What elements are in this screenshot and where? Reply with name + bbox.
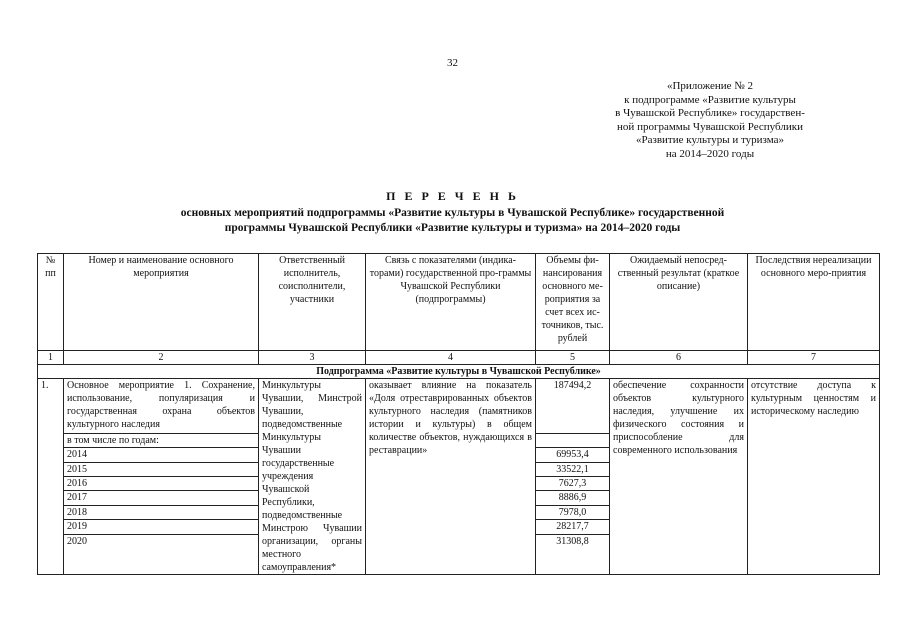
empty-cell bbox=[536, 433, 610, 447]
year-value: 33522,1 bbox=[536, 462, 610, 476]
column-number: 4 bbox=[366, 351, 536, 365]
measure-indicator: оказывает влияние на показатель «Доля отреставрированных объектов культурного наследия (памятников истории и культуры) в общем количестве объектов, нуждающихся в реставрации» bbox=[366, 379, 536, 575]
header-name: Номер и наименование основного мероприятия bbox=[64, 254, 259, 351]
table-row bbox=[38, 379, 880, 434]
header-indicator: Связь с показателями (индика-торами) государственной про-граммы Чувашской Республики (подпрограммы) bbox=[366, 254, 536, 351]
column-number: 7 bbox=[748, 351, 880, 365]
appendix-line: «Развитие культуры и туризма» bbox=[636, 134, 784, 146]
header-result: Ожидаемый непосред-ственный результат (краткое описание) bbox=[610, 254, 748, 351]
column-number-row bbox=[38, 351, 880, 365]
page-number: 32 bbox=[447, 57, 458, 69]
measure-result: обеспечение сохранности объектов культурного наследия, улучшение их физического состояния и приспособление для современного использования bbox=[610, 379, 748, 575]
column-number: 5 bbox=[536, 351, 610, 365]
header-executor: Ответственный исполнитель, соисполнители, участники bbox=[259, 254, 366, 351]
year-value: 7627,3 bbox=[536, 476, 610, 490]
year-value: 31308,8 bbox=[536, 534, 610, 574]
year-label: 2018 bbox=[64, 505, 259, 519]
year-label: 2016 bbox=[64, 476, 259, 490]
appendix-line: «Приложение № 2 bbox=[666, 80, 754, 92]
measure-name: Основное мероприятие 1. Сохранение, использование, популяризация и государственная охрана объектов культурного наследия bbox=[64, 379, 259, 434]
subtitle-line: основных мероприятий подпрограммы «Развитие культуры в Чувашской Республике» государственной bbox=[180, 207, 725, 219]
year-label: 2019 bbox=[64, 520, 259, 534]
header-consequence: Последствия нереализации основного меро-приятия bbox=[748, 254, 880, 351]
header-number: № пп bbox=[38, 254, 64, 351]
subtitle-line: программы Чувашской Республики «Развитие культуры и туризма» на 2014–2020 годы bbox=[224, 222, 681, 234]
appendix-line: в Чувашской Республике» государствен- bbox=[615, 107, 805, 119]
measures-table bbox=[37, 253, 880, 575]
row-number: 1. bbox=[38, 379, 64, 575]
year-label: 2020 bbox=[64, 534, 259, 574]
header-funding: Объемы фи-нансирования основного ме-роприятия за счет всех ис-точников, тыс. рублей bbox=[536, 254, 610, 351]
appendix-line: на 2014–2020 годы bbox=[665, 147, 755, 160]
year-value: 28217,7 bbox=[536, 520, 610, 534]
column-number: 2 bbox=[64, 351, 259, 365]
years-caption: в том числе по годам: bbox=[64, 433, 259, 447]
year-value: 8886,9 bbox=[536, 491, 610, 505]
year-value: 69953,4 bbox=[536, 448, 610, 462]
year-label: 2014 bbox=[64, 448, 259, 462]
table-header-row bbox=[38, 254, 880, 351]
year-label: 2017 bbox=[64, 491, 259, 505]
subprogram-row bbox=[38, 365, 880, 379]
subprogram-title: Подпрограмма «Развитие культуры в Чувашской Республике» bbox=[38, 365, 880, 379]
measure-executor: Минкультуры Чувашии, Минстрой Чувашии, подведомственные Минкультуры Чувашии государственные учреждения Чувашской Республики, подведомственные Минстрою Чувашии организации, органы местного самоуправления* bbox=[259, 379, 366, 575]
document-title: П Е Р Е Ч Е Н Ь bbox=[386, 189, 519, 203]
document-subtitle bbox=[0, 206, 905, 236]
measure-total: 187494,2 bbox=[536, 379, 610, 434]
column-number: 6 bbox=[610, 351, 748, 365]
column-number: 3 bbox=[259, 351, 366, 365]
appendix-line: к подпрограмме «Развитие культуры bbox=[624, 93, 796, 106]
column-number: 1 bbox=[38, 351, 64, 365]
appendix-line: ной программы Чувашской Республики bbox=[617, 120, 803, 133]
year-label: 2015 bbox=[64, 462, 259, 476]
appendix-note bbox=[560, 80, 860, 161]
measure-consequence: отсутствие доступа к культурным ценностям и историческому наследию bbox=[748, 379, 880, 575]
year-value: 7978,0 bbox=[536, 505, 610, 519]
